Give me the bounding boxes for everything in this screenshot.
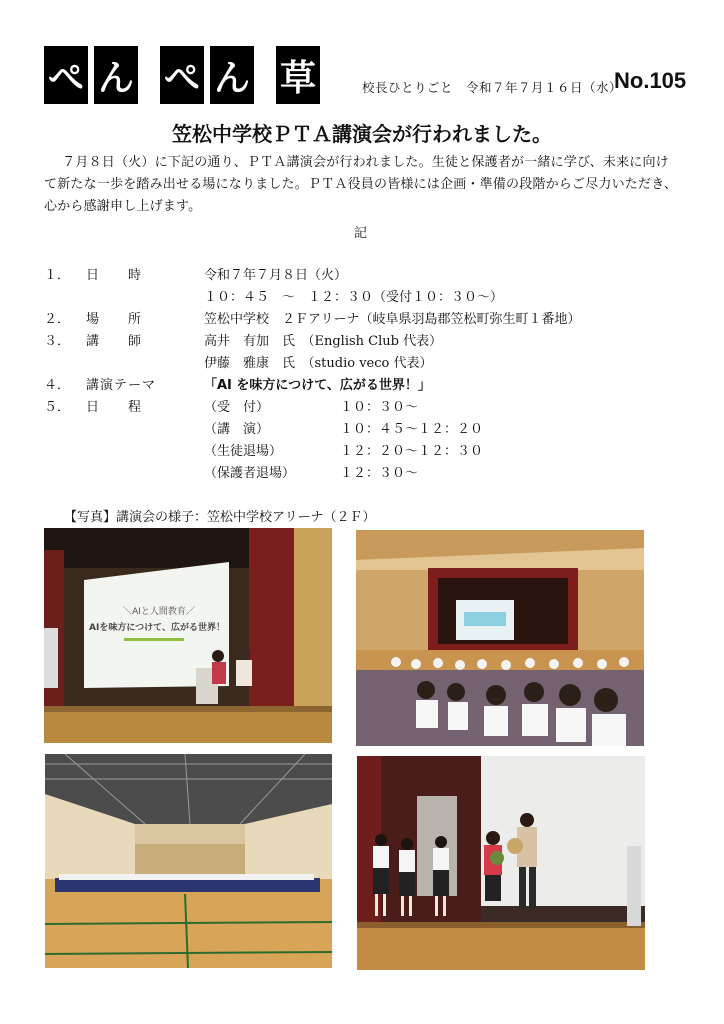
detail-row-place (44, 306, 684, 328)
detail-num: ４． (44, 377, 71, 393)
detail-num: ２． (44, 311, 71, 327)
detail-label: 日 程 (86, 399, 143, 415)
ki-mark: 記 (354, 226, 368, 241)
detail-label: 日 時 (86, 267, 143, 283)
screen-text-2: AIを味方につけて、広がる世界！ (89, 623, 225, 633)
photo-caption: 【写真】講演会の様子：笠松中学校アリーナ（２Ｆ） (64, 510, 376, 525)
schedule-key: （受 付） (204, 399, 270, 415)
detail-label: 場 所 (86, 311, 143, 327)
detail-row-time (44, 284, 684, 306)
photo-arena-students (356, 530, 644, 746)
detail-row-schedule (44, 438, 684, 460)
masthead-char: ん (210, 46, 254, 104)
issue-meta: 校長ひとりごと 令和７年７月１６日（水） (362, 80, 623, 95)
schedule-value: １２：２０～１２：３０ (340, 443, 484, 459)
photo-stage-flowers (357, 756, 645, 970)
screen-text-1: ＼AIと人間教育／ (123, 607, 195, 617)
schedule-value: １０：４５～１２：２０ (340, 421, 484, 437)
detail-num: ３． (44, 333, 71, 349)
schedule-key: （保護者退場） (204, 465, 296, 481)
detail-value: １０：４５ ～ １２：３０（受付１０：３０～） (204, 289, 504, 305)
detail-value: 高井 有加 氏 （English Club 代表） (204, 333, 443, 349)
detail-value: 笠松中学校 ２Ｆアリーナ（岐阜県羽島郡笠松町弥生町１番地） (204, 311, 581, 327)
detail-row-date (44, 262, 684, 284)
detail-value: 令和７年７月８日（火） (204, 267, 348, 283)
detail-row-speaker (44, 328, 684, 350)
article-headline: 笠松中学校ＰＴＡ講演会が行われました。 (172, 122, 552, 146)
detail-label: 講 師 (86, 333, 143, 349)
detail-num: ５． (44, 399, 71, 415)
detail-row-speaker-2 (44, 350, 684, 372)
detail-value: 伊藤 雅康 氏 （studio veco 代表） (204, 355, 433, 371)
detail-row-schedule (44, 416, 684, 438)
detail-row-schedule (44, 460, 684, 482)
intro-paragraph: ７月８日（火）に下記の通り、ＰＴＡ講演会が行われました。生徒と保護者が一緒に学び、未来に向けて新たな一歩を踏み出せる場になりました。ＰＴＡ役員の皆様には企画・準備の段階からご尽力いただき、心から感謝申し上げます。 (44, 155, 678, 214)
detail-value: 「AI を味方につけて、広がる世界！」 (204, 377, 431, 393)
masthead-title (44, 46, 320, 104)
schedule-value: １０：３０～ (340, 399, 419, 415)
detail-label: 講演テーマ (86, 377, 157, 393)
detail-row-schedule (44, 394, 684, 416)
masthead-char: ぺ (44, 46, 88, 104)
detail-num: １． (44, 267, 71, 283)
schedule-value: １２：３０～ (340, 465, 419, 481)
detail-row-theme (44, 372, 684, 394)
issue-number: No.105 (614, 68, 687, 93)
masthead-char: 草 (276, 46, 320, 104)
schedule-key: （講 演） (204, 421, 270, 437)
masthead-char: ぺ (160, 46, 204, 104)
photo-gym-wide (45, 754, 332, 968)
event-details (44, 262, 684, 482)
masthead-char: ん (94, 46, 138, 104)
photo-stage-presentation (44, 528, 332, 743)
schedule-key: （生徒退場） (204, 443, 283, 459)
